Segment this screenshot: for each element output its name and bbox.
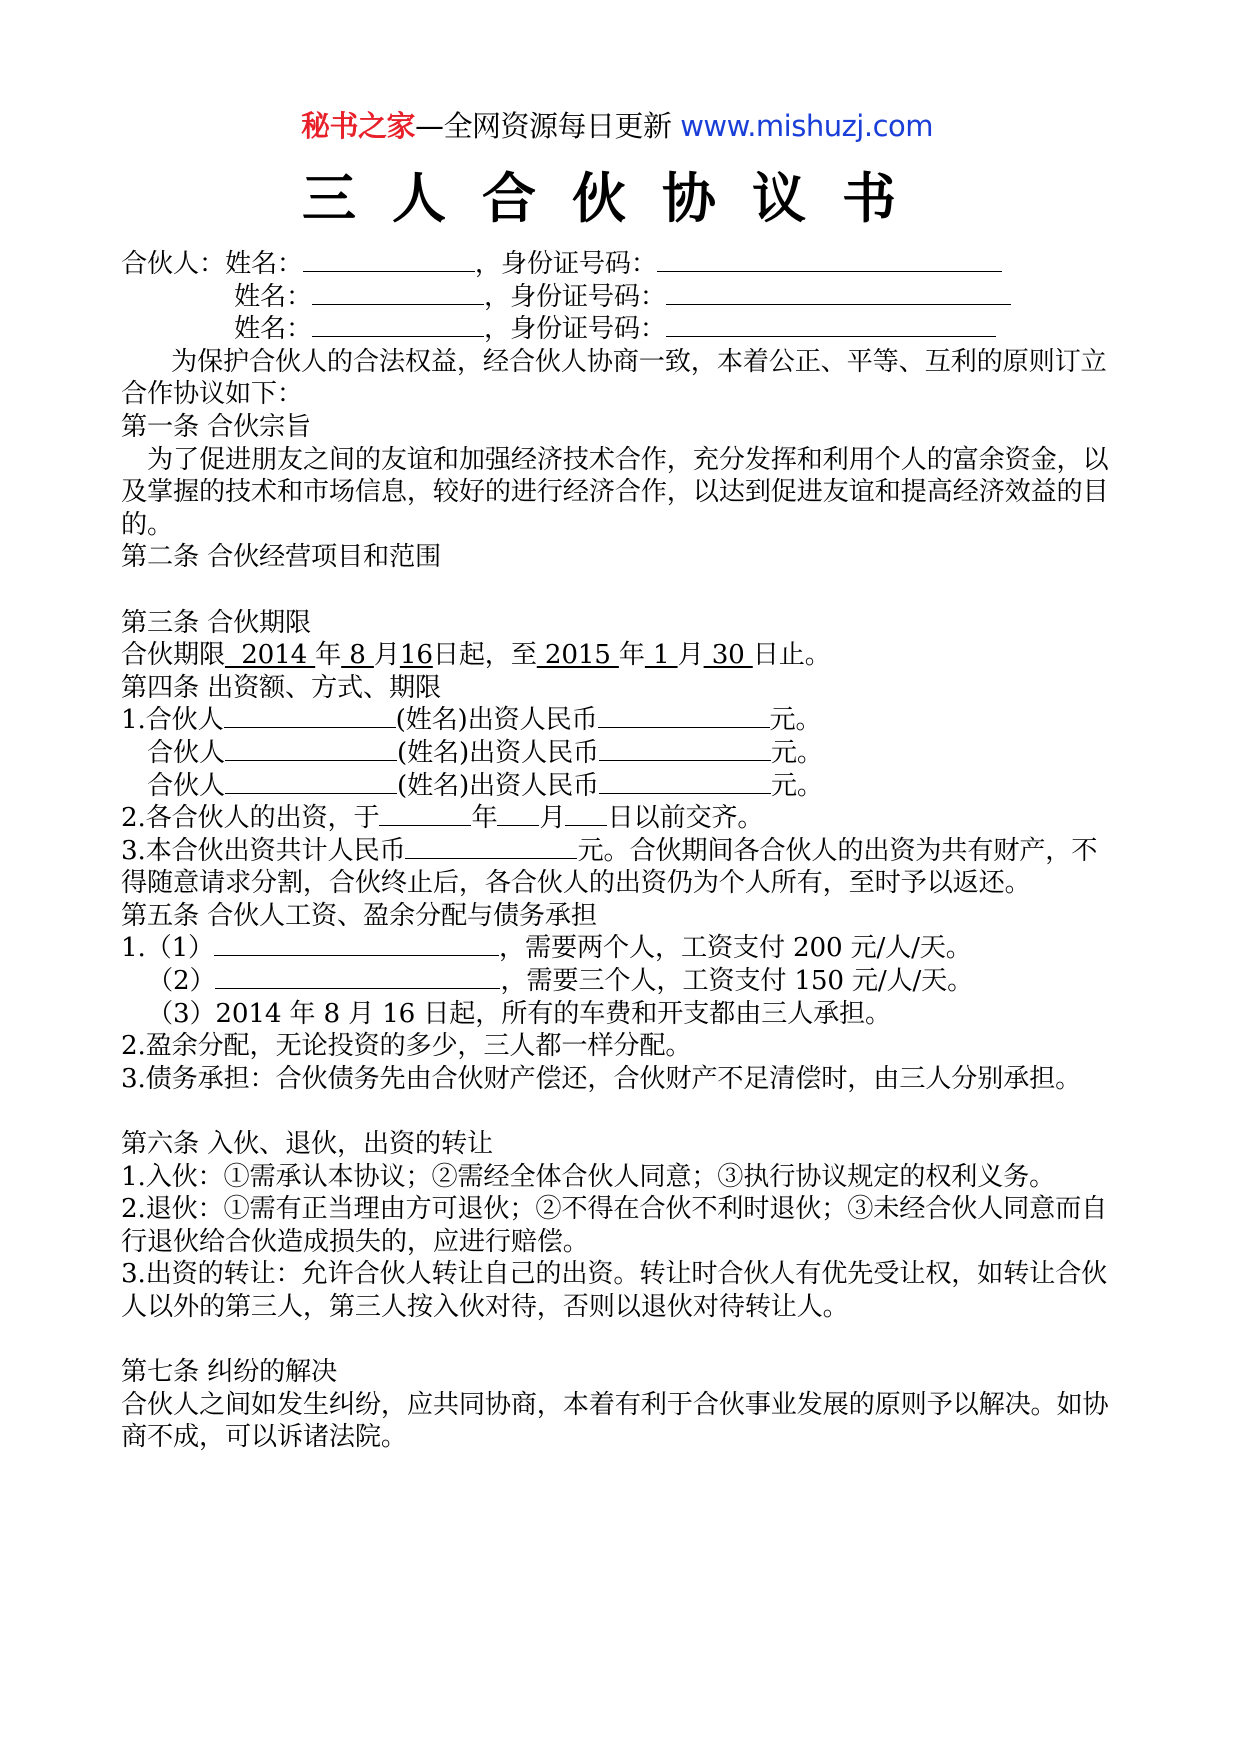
id-blank[interactable] [666,282,1011,305]
term-label: 合伙期限 [121,640,225,671]
yuan-text: 元。 [770,737,823,768]
sub-number: （2） [147,966,216,997]
id-label: ，身份证号码： [483,314,666,345]
contribution-line-3 [121,770,1121,803]
withdraw-paragraph: 2.退伙：①需有正当理由方可退伙；②不得在合伙不利时退伙；③未经合伙人同意而自行退伙给合伙造成损失的，应进行赔偿。 [121,1194,1108,1257]
dispute-paragraph: 合伙人之间如发生纠纷，应共同协商，本着有利于合伙事业发展的原则予以解决。如协商不成，可以诉诸法院。 [121,1389,1109,1453]
total-contribution-paragraph [121,835,1121,900]
article-7-heading: 第七条 纠纷的解决 [121,1357,338,1388]
year-text: 年 [471,803,498,834]
total-amount-blank[interactable] [405,836,577,859]
article-1-text: 为了促进朋友之间的友谊和加强经济技术合作，充分发挥和利用个人的富余资金，以及掌握的技术和市场信息，较好的进行经济合作，以达到促进友谊和提高经济效益的目的。 [121,444,1109,540]
profit-distribution-line: 2.盈余分配，无论投资的多少，三人都一样分配。 [121,1031,692,1062]
contribution-line-2 [121,737,1121,770]
transfer-paragraph: 3.出资的转让：允许合伙人转让自己的出资。转让时合伙人有优先受让权，如转让合伙人以外的第三人，第三人按入伙对待，否则以退伙对待转让人。 [121,1259,1108,1322]
name-label: 姓名： [234,314,312,345]
item-number: 1. [121,933,146,964]
name-label: 姓名： [224,249,303,279]
expense-line: （3）2014 年 8 月 16 日起，所有的车费和开支都由三人承担。 [147,998,892,1029]
year-blank[interactable] [379,803,471,826]
brand-tagline: —全网资源每日更新 [414,109,681,143]
article-6-heading: 第六条 入伙、退伙，出资的转让 [121,1129,493,1160]
name-tag: (姓名)出资人民币 [395,705,598,736]
join-paragraph: 1.入伙：①需承认本协议；②需经全体合伙人同意；③执行协议规定的权利义务。 [121,1161,1056,1192]
article-2-heading: 第二条 合伙经营项目和范围 [121,542,441,573]
start-month: 8 [341,640,374,671]
name-blank[interactable] [312,282,484,305]
site-header [0,104,1234,145]
debt-paragraph: 3.债务承担：合伙债务先由合伙财产偿还，合伙财产不足清偿时，由三人分别承担。 [121,1063,1082,1094]
end-day: 30 [703,640,753,671]
day-blank[interactable] [565,803,607,826]
id-blank[interactable] [657,249,1002,272]
term-line [121,639,1121,672]
end-year: 2015 [536,640,619,671]
role-blank[interactable] [214,933,499,956]
yuan-text: 元。 [769,705,822,736]
partner-text: 合伙人 [147,770,225,801]
partner-line-1 [121,248,1121,281]
partner-label: 合伙人： [121,249,225,279]
partner-text: 合伙人 [145,705,224,736]
blank-line [121,1324,1121,1357]
blank-line [121,1095,1121,1128]
article-1-heading: 第一条 合伙宗旨 [121,411,312,442]
partner-line-2 [121,281,1121,314]
total-text: 3.本合伙出资共计人民币 [121,835,406,866]
id-label: ，身份证号码： [483,281,666,312]
contribution-line-1 [121,704,1121,737]
month-text: 月 [539,803,566,834]
yuan-text: 元。 [770,770,823,801]
blank-line [121,574,1121,607]
partner-blank[interactable] [225,738,397,761]
role-blank[interactable] [215,966,500,989]
month-text: 月 [677,640,704,671]
sub-number: （1） [145,933,215,964]
name-blank[interactable] [312,314,484,337]
payment-deadline-line [121,802,1121,835]
from-text: 日起，至 [432,640,537,671]
document-body [121,248,1121,1454]
amount-blank[interactable] [599,738,771,761]
end-month: 1 [644,640,678,671]
name-tag: (姓名)出资人民币 [396,770,599,801]
item-number: 1. [121,705,146,736]
start-day: 16 [399,640,433,671]
amount-blank[interactable] [598,705,770,728]
wage-line-2 [121,965,1121,998]
name-blank[interactable] [303,249,475,272]
month-text: 月 [373,640,400,671]
id-label: ，身份证号码： [474,249,657,279]
id-blank[interactable] [666,314,996,337]
article-4-heading: 第四条 出资额、方式、期限 [121,672,441,703]
total-text-rest: 元。合伙期间各合伙人的出资为共有财产，不得随意请求分割，合伙终止后，各合伙人的出资仍为个人所有，至时予以返还。 [121,835,1098,899]
article-3-heading: 第三条 合伙期限 [121,607,312,638]
wage-line-1 [121,932,1121,965]
amount-blank[interactable] [599,771,771,794]
partner-line-3 [121,313,1121,346]
site-url[interactable]: www.mishuzj.com [680,109,934,143]
intro-paragraph: 为保护合伙人的合法权益，经合伙人协商一致，本着公正、平等、互利的原则订立合作协议如下： [121,346,1107,410]
deadline-text: 2.各合伙人的出资，于 [121,803,380,834]
deadline-end-text: 日以前交齐。 [607,803,764,834]
name-label: 姓名： [234,281,312,312]
month-blank[interactable] [497,803,539,826]
document-title: 三人合伙协议书 [302,167,932,230]
wage-text: ，需要两个人，工资支付 200 元/人/天。 [499,933,972,964]
name-tag: (姓名)出资人民币 [396,737,599,768]
wage-text: ，需要三个人，工资支付 150 元/人/天。 [500,966,974,997]
year-text: 年 [618,640,645,671]
article-5-heading: 第五条 合伙人工资、盈余分配与债务承担 [121,900,597,931]
to-text: 日止。 [752,640,831,671]
year-text: 年 [315,640,342,671]
brand-name: 秘书之家 [300,109,415,143]
partner-blank[interactable] [225,771,397,794]
partner-text: 合伙人 [147,737,225,768]
start-year: 2014 [224,640,316,671]
partner-blank[interactable] [224,705,396,728]
